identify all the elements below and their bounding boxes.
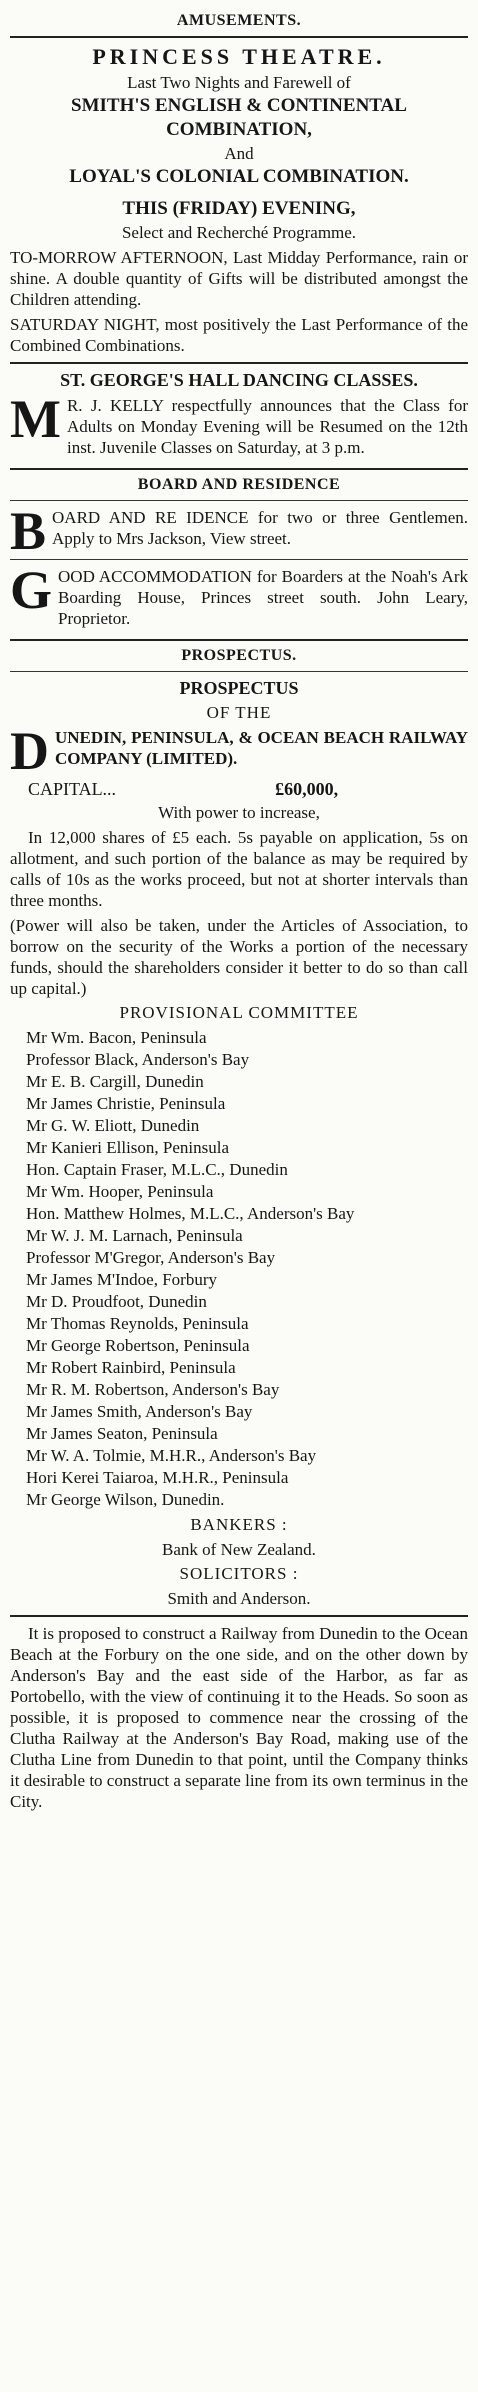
divider [10, 671, 468, 672]
divider [10, 468, 468, 470]
committee-list [26, 1027, 468, 1511]
committee-member: Mr E. B. Cargill, Dunedin [26, 1072, 204, 1091]
prospectus-heading: PROSPECTUS. [181, 647, 297, 664]
committee-member: Hon. Captain Fraser, M.L.C., Dunedin [26, 1160, 288, 1179]
committee-member: Mr James Smith, Anderson's Bay [26, 1402, 253, 1421]
bankers-heading: BANKERS : [190, 1515, 288, 1534]
board-ad-1-text: OARD AND RE IDENCE for two or three Gentlemen. Apply to Mrs Jackson, View street. [52, 508, 468, 548]
divider [10, 362, 468, 364]
dropcap: G [10, 560, 53, 620]
capital-label: CAPITAL... [28, 779, 117, 799]
dropcap: B [10, 501, 47, 561]
dropcap: M [10, 389, 61, 449]
afternoon-notice: TO-MORROW AFTERNOON, Last Midday Performance, rain or shine. A double quantity of Gifts will be distributed amongst the Children attending. [10, 248, 468, 309]
committee-member: Mr Wm. Hooper, Peninsula [26, 1182, 214, 1201]
committee-heading: PROVISIONAL COMMITTEE [119, 1003, 359, 1022]
company-name [10, 721, 468, 781]
saturday-notice: SATURDAY NIGHT, most positively the Last Performance of the Combined Combinations. [10, 315, 468, 355]
divider [10, 639, 468, 641]
theatre-title: PRINCESS THEATRE. [92, 44, 386, 69]
board-ad-2-text: OOD ACCOMMODATION for Boarders at the Noah's Ark Boarding House, Princes street south. John Leary, Proprietor. [58, 567, 468, 628]
power-to-increase: With power to increase, [158, 803, 320, 822]
amusements-line: LOYAL'S COLONIAL COMBINATION. [69, 166, 409, 187]
committee-member: Mr D. Proudfoot, Dunedin [26, 1292, 207, 1311]
committee-member: Mr George Wilson, Dunedin. [26, 1490, 225, 1509]
power-note: (Power will also be taken, under the Articles of Association, to borrow on the security of the Works a portion of the necessary funds, should the shareholders consider it better to do so than call up capital.) [10, 916, 468, 998]
divider [10, 500, 468, 501]
committee-member: Mr Kanieri Ellison, Peninsula [26, 1138, 230, 1157]
dancing-text: R. J. KELLY respectfully announces that the Class for Adults on Monday Evening will be Resumed on the 12th inst. Juvenile Classes on Saturday, at 3 p.m. [66, 396, 468, 457]
company-text: UNEDIN, PENINSULA, & OCEAN BEACH RAILWAY COMPANY (LIMITED). [55, 728, 468, 768]
divider [10, 36, 468, 38]
divider [10, 559, 468, 560]
evening-sub: Select and Recherché Programme. [121, 223, 357, 242]
board-ad-2 [10, 560, 468, 633]
of-the: OF THE [206, 703, 272, 722]
capital-line [28, 779, 468, 800]
committee-member: Mr W. A. Tolmie, M.H.R., Anderson's Bay [26, 1446, 317, 1465]
prospectus-title: PROSPECTUS [179, 678, 299, 698]
evening-title: THIS (FRIDAY) EVENING, [122, 198, 356, 219]
bankers: Bank of New Zealand. [162, 1540, 316, 1559]
amusements-line: SMITH'S ENGLISH & CONTINENTAL [71, 95, 407, 116]
dancing-ad [10, 389, 468, 462]
solicitors-heading: SOLICITORS : [179, 1564, 299, 1583]
committee-member: Mr Thomas Reynolds, Peninsula [26, 1314, 249, 1333]
board-heading: BOARD AND RESIDENCE [137, 476, 341, 493]
amusements-heading: AMUSEMENTS. [176, 12, 302, 29]
solicitors: Smith and Anderson. [167, 1589, 311, 1608]
committee-member: Mr R. M. Robertson, Anderson's Bay [26, 1380, 280, 1399]
committee-member: Professor Black, Anderson's Bay [26, 1050, 250, 1069]
committee-member: Hon. Matthew Holmes, M.L.C., Anderson's Bay [26, 1204, 355, 1223]
amusements-line: Last Two Nights and Farewell of [127, 73, 351, 92]
committee-member: Hori Kerei Taiaroa, M.H.R., Peninsula [26, 1468, 289, 1487]
shares-text: In 12,000 shares of £5 each. 5s payable on application, 5s on allotment, and such portion of the balance as may be required by calls of 10s as the works proceed, but not at shorter intervals than three months. [10, 828, 468, 910]
committee-member: Mr Wm. Bacon, Peninsula [26, 1028, 207, 1047]
newspaper-column [10, 0, 468, 1812]
board-ad-1 [10, 501, 468, 561]
committee-member: Mr George Robertson, Peninsula [26, 1336, 250, 1355]
divider [10, 1615, 468, 1617]
dancing-heading: ST. GEORGE'S HALL DANCING CLASSES. [60, 370, 418, 390]
committee-member: Mr G. W. Eliott, Dunedin [26, 1116, 200, 1135]
committee-member: Mr W. J. M. Larnach, Peninsula [26, 1226, 243, 1245]
amusements-line: And [224, 144, 254, 163]
dropcap: D [10, 721, 49, 781]
committee-member: Mr Robert Rainbird, Peninsula [26, 1358, 236, 1377]
committee-member: Mr James M'Indoe, Forbury [26, 1270, 217, 1289]
amusements-line: COMBINATION, [166, 119, 312, 140]
committee-member: Mr James Seaton, Peninsula [26, 1424, 218, 1443]
proposal-text: It is proposed to construct a Railway from Dunedin to the Ocean Beach at the Forbury on the one side, and on the other down by Anderson's Bay and the east side of the Harbor, as far as Portobello, with the view of continuing it to the Heads. So soon as possible, it is proposed to commence near the crossing of the Clutha Railway at the Anderson's Bay Road, making use of the Clutha Line from Dunedin to that point, until the Company thinks it desirable to construct a separate line from its own terminus in the City. [10, 1624, 468, 1811]
committee-member: Professor M'Gregor, Anderson's Bay [26, 1248, 276, 1267]
capital-value: £60,000, [275, 779, 339, 799]
committee-member: Mr James Christie, Peninsula [26, 1094, 226, 1113]
